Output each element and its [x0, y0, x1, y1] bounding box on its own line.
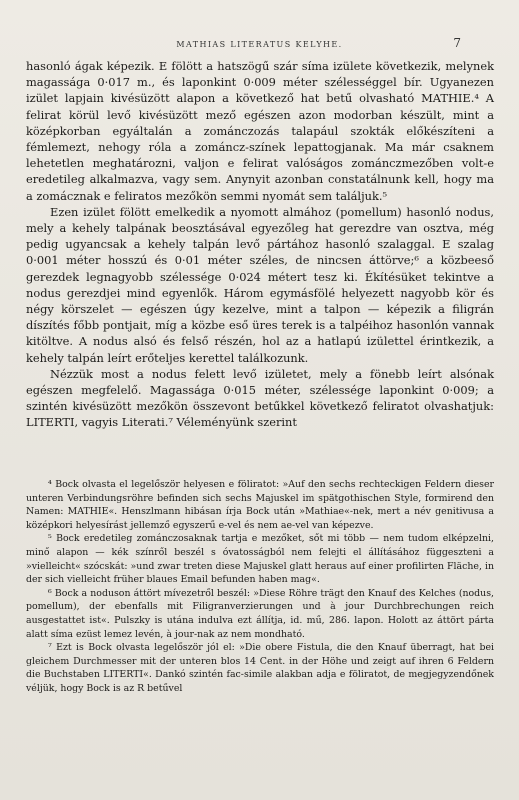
footnotes [26, 478, 494, 696]
page-number: 7 [453, 36, 461, 50]
paragraph: Ezen izület fölött emelkedik a nyomott almához (pomellum) hasonló nodus, mely a kehely talpának beosztásával egyezőleg hat gerezdre van osztva, még pedig ugyancsak a kehely talpán levő pártához hasonló szalaggal. E szalag 0·001 méter hosszú és 0·01 méter széles, de nincsen áttörve;⁶ a közbeeső gerezdek legnagyobb szélessége 0·024 métert tesz ki. Ékítésüket tekintve a nodus gerezdjei mind egyenlők. Három egymásfölé helyezett nagyobb kör és négy körszelet — egészen úgy kezelve, mint a talpon — képezik a filigrán díszítés főbb pontjait, míg a közbe eső üres terek is a talpéihoz hasonlón vannak kitöltve. A nodus alsó és felső részén, hol az a hatlapú izülettel érintkezik, a kehely talpán leírt erőteljes kerettel találkozunk. [26, 204, 494, 365]
paragraph: Nézzük most a nodus felett levő izületet, mely a fönebb leírt alsónak egészen megfelelő. Magassága 0·015 méter, szélessége laponkint 0·009; a szintén kivésüzött mezőkön összevont betűkkel következő feliratot olvashatjuk: LITERTI, vagyis Literati.⁷ Véleményünk szerint [26, 366, 494, 430]
footnote: ⁵ Bock eredetileg zománczosaknak tartja e mezőket, sőt mi több — nem tudom elképzelni, minő alapon — kék színről beszél s óvatosságból nem felejti el állításához függeszteni a »vielleicht« szócskát: »und zwar treten diese Majuskel glatt heraus auf einer profilirten Fläche, in der sich vielleicht früher blaues Email befunden haben mag«. [26, 533, 494, 586]
footnote: ⁴ Bock olvasta el legelőször helyesen e föliratot: »Auf den sechs rechteckigen Feldern dieser unteren Verbindungsröhre befinden sich sechs Majuskel im spätgothischen Style, formirend den Namen: MATHIE«. Henszlmann hibásan írja Bock után »Mathiae«-nek, mert a név genitivusa a középkori helyesírást jellemző egyszerű e-vel és nem ae-vel van képezve. [26, 479, 494, 531]
footnote: ⁷ Ezt is Bock olvasta legelőször jól el: »Die obere Fistula, die den Knauf überragt, hat bei gleichem Durchmesser mit der unteren blos 14 Cent. in der Höhe und zeigt auf ihren 6 Feldern die Buchstaben LITERTI«. Dankó szintén fac-simile alakban adja e föliratot, de megjegyzendőnek véljük, hogy Bock is az R betűvel [26, 642, 494, 694]
body-text [26, 58, 494, 431]
paragraph: hasonló ágak képezik. E fölött a hatszögű szár síma izülete következik, melynek magassága 0·017 m., és laponkint 0·009 méter szélességgel bír. Ugyanezen izület lapjain kivésüzött alapon a következő hat betű olvasható MATHIE.⁴ A felirat körül levő kivésüzött mező egészen azon modorban készült, mint a középkorban egyáltalán a zománczozás talapául szokták előkészíteni a fémlemezt, nehogy róla a zománcz-színek lepattogjanak. Ma már csaknem lehetetlen meghatározni, valjon e felirat valóságos zománczmezőben volt-e eredetileg alkalmazva, vagy sem. Anynyit azonban constatálnunk kell, hogy ma a zomácznak e feliratos mezőkön semmi nyomát sem találjuk.⁵ [26, 59, 494, 203]
footnote: ⁶ Bock a noduson áttört mívezetről beszél: »Diese Röhre trägt den Knauf des Kelches (nodus, pomellum), der ebenfalls mit Filigranverzierungen und à jour Durchbrechungen reich ausgestattet ist«. Pulszky is utána indulva ezt állítja, id. mű, 286. lapon. Holott az áttört párta alatt síma ezüst lemez levén, à jour-nak az nem mondható. [26, 587, 494, 640]
running-title: MATHIAS LITERATUS KELYHE. [176, 40, 343, 49]
